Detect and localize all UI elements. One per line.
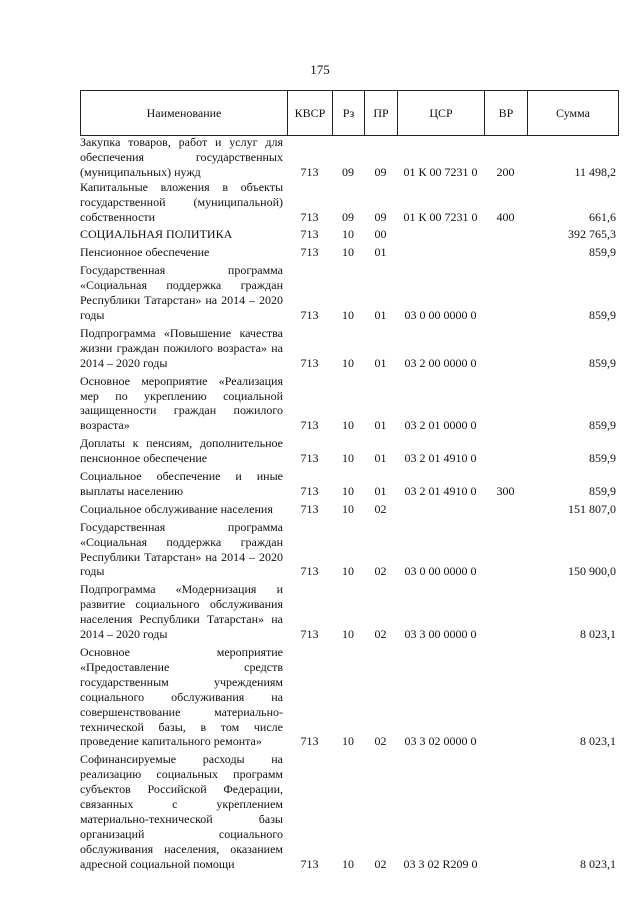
- budget-table-body: [80, 135, 618, 872]
- row-vr: [484, 245, 527, 260]
- row-vr: [484, 520, 527, 580]
- row-csr: 03 3 00 0000 0: [404, 627, 477, 642]
- row-csr: [397, 502, 484, 517]
- row-kvsr: 713: [300, 483, 319, 498]
- row-rz: 10: [342, 483, 354, 498]
- row-vr: [484, 645, 527, 749]
- row-name: Закупка товаров, работ и услуг для обеспечения государственных (муниципальных) нужд: [80, 135, 283, 179]
- row-sum: 859,9: [589, 307, 616, 322]
- row-csr: [397, 245, 484, 260]
- row-name: Социальное обслуживание населения: [80, 501, 273, 516]
- row-kvsr: 713: [300, 627, 319, 642]
- header-vr: ВР: [485, 91, 528, 136]
- row-csr: 01 К 00 7231 0: [403, 164, 478, 179]
- table-row: [80, 582, 618, 642]
- row-kvsr: 713: [300, 209, 319, 224]
- header-summa: Сумма: [528, 91, 619, 136]
- row-pr: 01: [374, 355, 387, 370]
- row-kvsr: 713: [300, 164, 319, 179]
- row-vr: [484, 502, 527, 517]
- row-csr: 03 0 00 0000 0: [404, 307, 477, 322]
- row-vr: [484, 436, 527, 466]
- row-rz: 09: [342, 209, 354, 224]
- row-sum: 8 023,1: [580, 734, 616, 749]
- row-name: Пенсионное обеспечение: [80, 245, 210, 260]
- table-row: [80, 374, 618, 434]
- header-csr: ЦСР: [398, 91, 485, 136]
- row-kvsr: 713: [300, 307, 319, 322]
- row-rz: 10: [342, 856, 354, 871]
- table-row: [80, 180, 618, 225]
- row-rz: 10: [342, 564, 354, 579]
- row-kvsr: 713: [300, 227, 319, 242]
- row-pr: 02: [374, 501, 387, 516]
- row-kvsr: 713: [300, 856, 319, 871]
- row-vr: [484, 227, 527, 242]
- table-row: [80, 645, 618, 749]
- row-kvsr: 713: [300, 418, 319, 433]
- row-vr: [484, 263, 527, 323]
- row-kvsr: 713: [300, 451, 319, 466]
- header-kvsr: КВСР: [288, 91, 333, 136]
- table-row: [80, 263, 618, 323]
- row-sum: 859,9: [589, 245, 616, 260]
- table-header: [80, 90, 619, 136]
- row-name: Подпрограмма «Модернизация и развитие социального обслуживания населения Республики Татарстан» на 2014 – 2020 годы: [80, 582, 283, 642]
- table-row: [80, 326, 618, 371]
- row-sum: 859,9: [589, 483, 616, 498]
- row-sum: 150 900,0: [568, 564, 616, 579]
- row-sum: 8 023,1: [580, 856, 616, 871]
- row-name: Капитальные вложения в объекты государственной (муниципальной) собственности: [80, 179, 283, 224]
- row-csr: 03 0 00 0000 0: [404, 564, 477, 579]
- row-pr: 02: [374, 734, 387, 749]
- row-csr: 03 3 02 0000 0: [404, 734, 477, 749]
- row-csr: 03 3 02 R209 0: [403, 856, 478, 871]
- row-sum: 11 498,2: [574, 164, 616, 179]
- header-pr: ПР: [365, 91, 398, 136]
- row-csr: 03 2 00 0000 0: [404, 355, 477, 370]
- row-sum: 859,9: [589, 451, 616, 466]
- row-pr: 01: [374, 307, 387, 322]
- header-rz: Рз: [333, 91, 365, 136]
- row-pr: 01: [374, 418, 387, 433]
- row-sum: 8 023,1: [580, 627, 616, 642]
- row-name: Социальное обеспечение и иные выплаты населению: [80, 469, 283, 498]
- row-pr: 02: [374, 564, 387, 579]
- row-pr: 01: [374, 483, 387, 498]
- row-name: Софинансируемые расходы на реализацию социальных программ субъектов Российской Федерации, связанных с укреплением материально-технической базы организаций социального обслуживания населения, оказанием адресной социальной помощи: [80, 752, 283, 871]
- row-rz: 10: [342, 245, 354, 260]
- row-csr: 01 К 00 7231 0: [403, 209, 478, 224]
- row-csr: 03 2 01 0000 0: [404, 418, 477, 433]
- row-name: СОЦИАЛЬНАЯ ПОЛИТИКА: [80, 227, 233, 242]
- header-naimenovanie: Наименование: [81, 91, 288, 136]
- table-row: [80, 227, 618, 242]
- row-rz: 09: [342, 164, 354, 179]
- row-pr: 01: [374, 245, 387, 260]
- row-rz: 10: [342, 418, 354, 433]
- table-row: [80, 502, 618, 517]
- row-rz: 10: [342, 627, 354, 642]
- row-rz: 10: [342, 227, 354, 242]
- row-rz: 10: [342, 307, 354, 322]
- row-sum: 859,9: [589, 355, 616, 370]
- row-kvsr: 713: [300, 734, 319, 749]
- row-vr: 300: [496, 483, 515, 498]
- row-csr: 03 2 01 4910 0: [404, 451, 477, 466]
- row-pr: 02: [374, 856, 387, 871]
- row-sum: 392 765,3: [568, 227, 616, 242]
- row-vr: [484, 374, 527, 434]
- row-vr: 200: [496, 164, 515, 179]
- row-kvsr: 713: [300, 355, 319, 370]
- row-vr: [484, 582, 527, 642]
- row-sum: 151 807,0: [568, 501, 616, 516]
- page-number: 175: [310, 62, 330, 77]
- table-row: [80, 469, 618, 499]
- row-rz: 10: [342, 451, 354, 466]
- row-kvsr: 713: [300, 501, 319, 516]
- row-kvsr: 713: [300, 564, 319, 579]
- table-row: [80, 520, 618, 580]
- row-pr: 09: [374, 209, 387, 224]
- row-sum: 661,6: [589, 209, 616, 224]
- row-rz: 10: [342, 501, 354, 516]
- row-csr: [397, 227, 484, 242]
- table-row: [80, 135, 618, 180]
- row-name: Государственная программа «Социальная поддержка граждан Республики Татарстан» на 2014 – 2020 годы: [80, 263, 283, 322]
- row-name: Государственная программа «Социальная поддержка граждан Республики Татарстан» на 2014 – 2020 годы: [80, 519, 283, 579]
- row-rz: 10: [342, 734, 354, 749]
- row-name: Подпрограмма «Повышение качества жизни граждан пожилого возраста» на 2014 – 2020 годы: [80, 325, 283, 370]
- row-rz: 10: [342, 355, 354, 370]
- row-vr: 400: [496, 209, 515, 224]
- row-pr: 00: [374, 227, 387, 242]
- table-row: [80, 245, 618, 260]
- row-sum: 859,9: [589, 418, 616, 433]
- row-pr: 01: [374, 451, 387, 466]
- row-pr: 09: [374, 164, 387, 179]
- row-kvsr: 713: [300, 245, 319, 260]
- row-name: Основное мероприятие «Реализация мер по укреплению социальной защищенности граждан пожилого возраста»: [80, 373, 283, 433]
- row-name: Основное мероприятие «Предоставление средств государственным учреждениям социального обслуживания на совершенствование материально-технической базы, в том числе проведение капитального ремонта»: [80, 645, 283, 749]
- table-row: [80, 752, 618, 871]
- row-csr: 03 2 01 4910 0: [404, 483, 477, 498]
- row-vr: [484, 752, 527, 871]
- table-row: [80, 436, 618, 466]
- row-name: Доплаты к пенсиям, дополнительное пенсионное обеспечение: [80, 436, 283, 466]
- row-pr: 02: [374, 627, 387, 642]
- row-vr: [484, 326, 527, 371]
